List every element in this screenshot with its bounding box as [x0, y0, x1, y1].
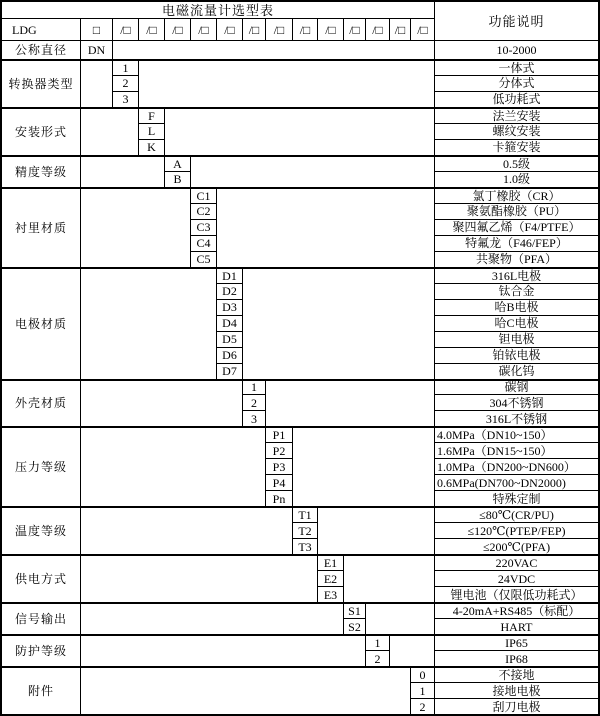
code-cell: 2 [112, 75, 138, 91]
spacer-cell [242, 267, 434, 379]
code-cell: C3 [190, 219, 216, 235]
spacer-cell [265, 379, 434, 427]
desc-cell: 刮刀电极 [434, 698, 598, 714]
spacer-cell [80, 634, 365, 666]
desc-cell: 氯丁橡胶（CR） [434, 187, 598, 203]
code-cell: A [164, 155, 190, 171]
code-cell: E2 [317, 570, 343, 586]
code-cell: F [138, 107, 164, 123]
code-cell: 1 [365, 634, 389, 650]
model-slot: /□ [190, 18, 216, 40]
function-header: 功能说明 [434, 2, 598, 40]
desc-cell: 螺纹安装 [434, 123, 598, 139]
code-cell: 1 [410, 682, 434, 698]
category-cell: 精度等级 [2, 155, 80, 187]
category-cell: 温度等级 [2, 506, 80, 554]
code-cell: C4 [190, 235, 216, 251]
code-cell: 1 [242, 379, 265, 395]
spacer-cell [343, 554, 434, 602]
spacer-cell [80, 426, 265, 506]
code-cell: P1 [265, 426, 292, 442]
code-cell: 2 [365, 650, 389, 666]
desc-cell: 铂铱电极 [434, 347, 598, 363]
spacer-cell [164, 107, 434, 155]
model-slot: /□ [292, 18, 317, 40]
category-cell: 外壳材质 [2, 379, 80, 427]
desc-cell: 1.0MPa（DN200~DN600） [434, 458, 598, 474]
spacer-cell [389, 634, 434, 666]
code-cell: T1 [292, 506, 317, 522]
desc-cell: 304不锈钢 [434, 394, 598, 410]
desc-cell: ≤200℃(PFA) [434, 538, 598, 554]
code-cell: 2 [410, 698, 434, 714]
code-cell: S2 [343, 618, 365, 634]
code-cell: D7 [216, 363, 242, 379]
model-prefix: LDG [2, 18, 80, 40]
desc-cell: ≤80℃(CR/PU) [434, 506, 598, 522]
model-slot: /□ [365, 18, 389, 40]
desc-cell: 4.0MPa（DN10~150） [434, 426, 598, 442]
spacer-cell [80, 59, 112, 107]
category-cell: 公称直径 [2, 40, 80, 59]
desc-cell: 316L不锈钢 [434, 410, 598, 426]
model-slot: /□ [389, 18, 410, 40]
desc-cell: 0.5级 [434, 155, 598, 171]
code-cell: 1 [112, 59, 138, 75]
model-slot: /□ [265, 18, 292, 40]
model-slot: /□ [112, 18, 138, 40]
code-cell: C1 [190, 187, 216, 203]
desc-cell: 低功耗式 [434, 91, 598, 107]
desc-cell: 碳钢 [434, 379, 598, 395]
code-cell: D4 [216, 315, 242, 331]
spacer-cell [80, 155, 164, 187]
spacer-cell [138, 59, 434, 107]
spacer-cell [80, 267, 216, 379]
code-cell: D2 [216, 283, 242, 299]
spacer-cell [80, 666, 410, 714]
code-cell: 0 [410, 666, 434, 682]
code-cell: C2 [190, 203, 216, 219]
code-cell: Pn [265, 490, 292, 506]
model-slot: /□ [410, 18, 434, 40]
category-cell: 防护等级 [2, 634, 80, 666]
desc-cell: 0.6MPa(DN700~DN2000) [434, 474, 598, 490]
code-cell: T2 [292, 522, 317, 538]
code-cell: DN [80, 40, 112, 59]
category-cell: 附件 [2, 666, 80, 714]
code-cell: P3 [265, 458, 292, 474]
desc-cell: 10-2000 [434, 40, 598, 59]
desc-cell: 法兰安装 [434, 107, 598, 123]
desc-cell: HART [434, 618, 598, 634]
model-slot: /□ [343, 18, 365, 40]
code-cell: E3 [317, 586, 343, 602]
desc-cell: 锂电池（仅限低功耗式） [434, 586, 598, 602]
category-cell: 信号输出 [2, 602, 80, 634]
spacer-cell [190, 155, 434, 187]
model-slot: /□ [138, 18, 164, 40]
desc-cell: 共聚物（PFA） [434, 251, 598, 267]
spacer-cell [80, 506, 292, 554]
desc-cell: ≤120℃(PTEP/FEP) [434, 522, 598, 538]
code-cell: P2 [265, 442, 292, 458]
category-cell: 衬里材质 [2, 187, 80, 267]
desc-cell: 1.0级 [434, 171, 598, 187]
code-cell: T3 [292, 538, 317, 554]
desc-cell: IP65 [434, 634, 598, 650]
code-cell: D6 [216, 347, 242, 363]
model-slot: /□ [242, 18, 265, 40]
desc-cell: 24VDC [434, 570, 598, 586]
code-cell: D5 [216, 331, 242, 347]
desc-cell: 不接地 [434, 666, 598, 682]
desc-cell: 接地电极 [434, 682, 598, 698]
code-cell: L [138, 123, 164, 139]
desc-cell: 钛合金 [434, 283, 598, 299]
model-box: □ [80, 18, 112, 40]
table-title: 电磁流量计选型表 [161, 2, 274, 18]
desc-cell: 4-20mA+RS485（标配） [434, 602, 598, 618]
spacer-cell [80, 107, 138, 155]
code-cell: 3 [112, 91, 138, 107]
spacer-cell [317, 506, 434, 554]
code-cell: K [138, 139, 164, 155]
desc-cell: 哈B电极 [434, 299, 598, 315]
category-cell: 电极材质 [2, 267, 80, 379]
code-cell: D1 [216, 267, 242, 283]
spacer-cell [216, 187, 434, 267]
code-cell: 3 [242, 410, 265, 426]
spacer-cell [80, 379, 242, 427]
spacer-cell [292, 426, 434, 506]
spacer-cell [80, 602, 343, 634]
spacer-cell [112, 40, 434, 59]
model-slot: /□ [317, 18, 343, 40]
category-cell: 供电方式 [2, 554, 80, 602]
desc-cell: 分体式 [434, 75, 598, 91]
code-cell: S1 [343, 602, 365, 618]
desc-cell: 聚四氟乙烯（F4/PTFE） [434, 219, 598, 235]
desc-cell: 哈C电极 [434, 315, 598, 331]
code-cell: B [164, 171, 190, 187]
desc-cell: 卡箍安装 [434, 139, 598, 155]
category-cell: 压力等级 [2, 426, 80, 506]
model-slot: /□ [164, 18, 190, 40]
code-cell: P4 [265, 474, 292, 490]
desc-cell: 特氟龙（F46/FEP） [434, 235, 598, 251]
spacer-cell [80, 554, 317, 602]
code-cell: C5 [190, 251, 216, 267]
desc-cell: 一体式 [434, 59, 598, 75]
spacer-cell [80, 187, 190, 267]
category-cell: 转换器类型 [2, 59, 80, 107]
code-cell: D3 [216, 299, 242, 315]
desc-cell: 聚氨酯橡胶（PU） [434, 203, 598, 219]
category-cell: 安装形式 [2, 107, 80, 155]
desc-cell: 特殊定制 [434, 490, 598, 506]
code-cell: E1 [317, 554, 343, 570]
model-slot: /□ [216, 18, 242, 40]
desc-cell: 碳化钨 [434, 363, 598, 379]
desc-cell: 钽电极 [434, 331, 598, 347]
desc-cell: 1.6MPa（DN15~150） [434, 442, 598, 458]
desc-cell: 316L电极 [434, 267, 598, 283]
desc-cell: IP68 [434, 650, 598, 666]
spacer-cell [365, 602, 434, 634]
code-cell: 2 [242, 394, 265, 410]
desc-cell: 220VAC [434, 554, 598, 570]
